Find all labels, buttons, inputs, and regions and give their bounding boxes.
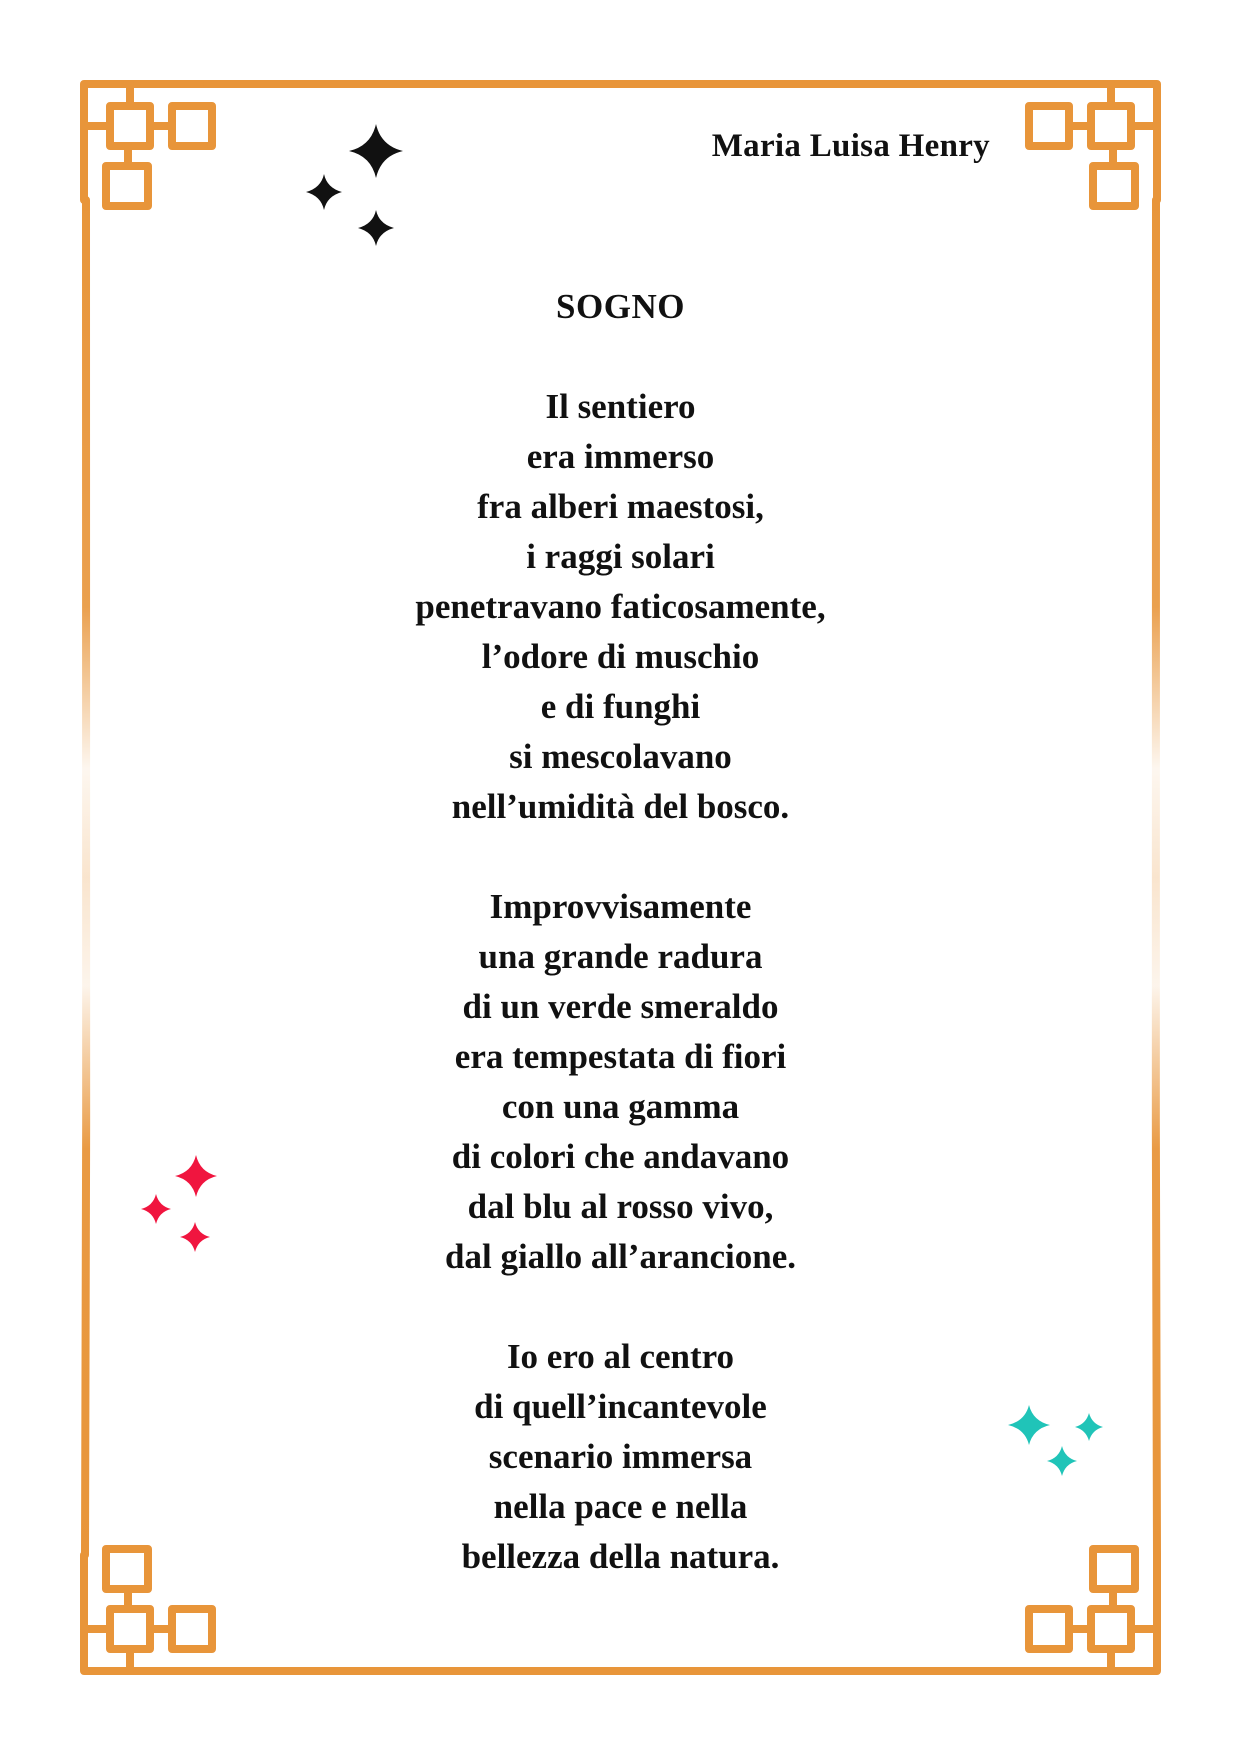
stanza-3 <box>220 1332 1021 1582</box>
author-name: Maria Luisa Henry <box>711 128 990 164</box>
stanza-2 <box>220 882 1021 1282</box>
poem-line: era immerso <box>526 437 715 476</box>
poem-line: i raggi solari <box>526 537 715 576</box>
poem-line: nella pace e nella <box>493 1487 748 1526</box>
poem-line: Il sentiero <box>545 387 696 426</box>
poem-line: di un verde smeraldo <box>462 987 779 1026</box>
poem-line: fra alberi maestosi, <box>477 487 764 526</box>
poem-line: penetravano faticosamente, <box>415 587 826 626</box>
poem-line: nell’umidità del bosco. <box>451 787 790 826</box>
poem-line: una grande radura <box>478 937 763 976</box>
poem-line: e di funghi <box>540 687 701 726</box>
poem-line: era tempestata di fiori <box>454 1037 787 1076</box>
poem-line: dal blu al rosso vivo, <box>467 1187 774 1226</box>
poem <box>220 282 1021 1582</box>
stanza-1 <box>220 382 1021 832</box>
poem-line: Io ero al centro <box>506 1337 735 1376</box>
poem-line: si mescolavano <box>509 737 732 776</box>
poem-line: l’odore di muschio <box>481 637 760 676</box>
poem-line: con una gamma <box>501 1087 740 1126</box>
poem-line: Improvvisamente <box>489 887 752 926</box>
poem-line: di quell’incantevole <box>474 1387 767 1426</box>
poem-line: dal giallo all’arancione. <box>445 1237 796 1276</box>
poem-line: di colori che andavano <box>451 1137 790 1176</box>
poem-title: SOGNO <box>556 287 685 326</box>
poem-line: scenario immersa <box>488 1437 753 1476</box>
poem-line: bellezza della natura. <box>461 1537 780 1576</box>
